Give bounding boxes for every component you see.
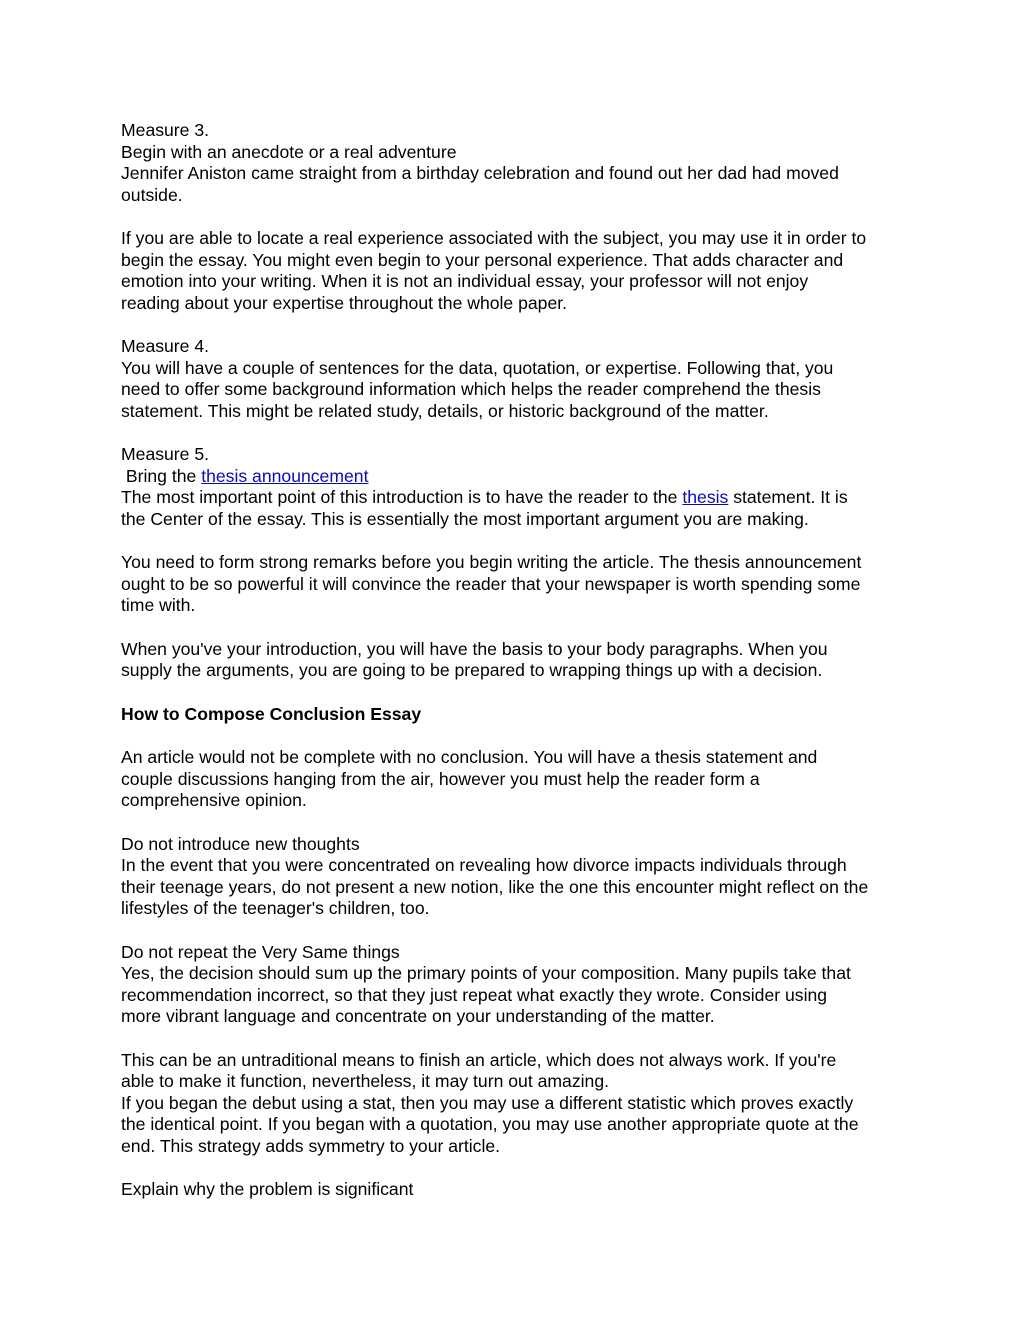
tip2-line: recommendation incorrect, so that they just repeat what exactly they wrote. Consider using xyxy=(121,984,828,1005)
step5-heading: Measure 5. xyxy=(121,444,210,464)
tip3-line: the identical point. If you began with a quotation, you may use another appropriate quote at the xyxy=(121,1114,859,1134)
step5-line1-prefix: The most important point of this introduction is to have the reader to the xyxy=(121,487,683,507)
conclusion-intro-line: comprehensive opinion. xyxy=(121,790,307,810)
step5-paragraph3-line: When you've your introduction, you will have the basis to your body paragraphs. When you xyxy=(121,638,828,659)
conclusion-heading: How to Compose Conclusion Essay xyxy=(121,703,422,724)
step4-paragraph-line: You will have a couple of sentences for the data, quotation, or expertise. Following that, you xyxy=(121,357,834,378)
step4-heading: Measure 4. xyxy=(121,336,210,356)
step4-paragraph-line: statement. This might be related study, details, or historic background of the matter. xyxy=(121,400,769,421)
step5-paragraph2-line: time with. xyxy=(121,595,196,615)
tip2-title: Do not repeat the Very Same things xyxy=(121,941,400,962)
paragraph-spacer xyxy=(121,617,911,639)
step5-paragraph3-line: supply the arguments, you are going to be prepared to wrapping things up with a decision. xyxy=(121,660,823,680)
paragraph-spacer xyxy=(121,206,911,228)
tip3-line: able to make it function, nevertheless, it may turn out amazing. xyxy=(121,1071,609,1091)
tip3-line: This can be an untraditional means to finish an article, which does not always work. If you're xyxy=(121,1049,837,1070)
step5-paragraph2-line: ought to be so powerful it will convince the reader that your newspaper is worth spending some xyxy=(121,573,861,594)
paragraph-spacer xyxy=(121,682,911,704)
tip1-line: their teenage years, do not present a new notion, like the one this encounter might reflect on the xyxy=(121,876,869,897)
paragraph-spacer xyxy=(121,530,911,552)
step5-main-line xyxy=(121,487,911,509)
tip2-line: Yes, the decision should sum up the primary points of your composition. Many pupils take that xyxy=(121,963,851,983)
tip3-line: end. This strategy adds symmetry to your article. xyxy=(121,1135,501,1156)
paragraph-spacer xyxy=(121,725,911,747)
paragraph-spacer xyxy=(121,314,911,336)
step3-paragraph-line: emotion into your writing. When it is not an individual essay, your professor will not enjoy xyxy=(121,271,809,291)
paragraph-spacer xyxy=(121,1028,911,1050)
document-page xyxy=(121,120,911,1201)
step5-bring-prefix: Bring the xyxy=(121,465,202,486)
conclusion-intro-line: An article would not be complete with no conclusion. You will have a thesis statement and xyxy=(121,747,818,767)
step3-subheading: Begin with an anecdote or a real adventure xyxy=(121,141,457,162)
step3-heading: Measure 3. xyxy=(121,120,210,140)
tip1-line: In the event that you were concentrated on revealing how divorce impacts individuals through xyxy=(121,855,847,875)
step5-line2: the Center of the essay. This is essentially the most important argument you are making. xyxy=(121,508,809,529)
tip1-line: lifestyles of the teenager's children, too. xyxy=(121,898,430,918)
step4-paragraph-line: need to offer some background information which helps the reader comprehend the thesis xyxy=(121,379,821,399)
paragraph-spacer xyxy=(121,920,911,942)
thesis-link[interactable]: thesis xyxy=(682,487,729,507)
step5-paragraph2-line: You need to form strong remarks before you begin writing the article. The thesis announcement xyxy=(121,552,862,572)
step5-bring-line xyxy=(121,466,911,488)
tip4-title: Explain why the problem is significant xyxy=(121,1179,414,1199)
tip2-line: more vibrant language and concentrate on your understanding of the matter. xyxy=(121,1006,715,1026)
step3-example-line: outside. xyxy=(121,184,183,205)
step3-paragraph-line: If you are able to locate a real experience associated with the subject, you may use it in order to xyxy=(121,228,867,248)
tip3-line: If you began the debut using a stat, then you may use a different statistic which proves exactly xyxy=(121,1092,854,1113)
step3-example-line: Jennifer Aniston came straight from a birthday celebration and found out her dad had moved xyxy=(121,163,839,183)
paragraph-spacer xyxy=(121,812,911,834)
thesis-announcement-link[interactable]: thesis announcement xyxy=(201,465,369,486)
step3-paragraph-line: begin the essay. You might even begin to your personal experience. That adds character and xyxy=(121,249,844,270)
conclusion-intro-line: couple discussions hanging from the air, however you must help the reader form a xyxy=(121,768,760,789)
step3-paragraph-line: reading about your expertise throughout the whole paper. xyxy=(121,292,568,313)
paragraph-spacer xyxy=(121,422,911,444)
paragraph-spacer xyxy=(121,1157,911,1179)
tip1-title: Do not introduce new thoughts xyxy=(121,833,360,854)
step5-line1-suffix: statement. It is xyxy=(728,487,848,507)
